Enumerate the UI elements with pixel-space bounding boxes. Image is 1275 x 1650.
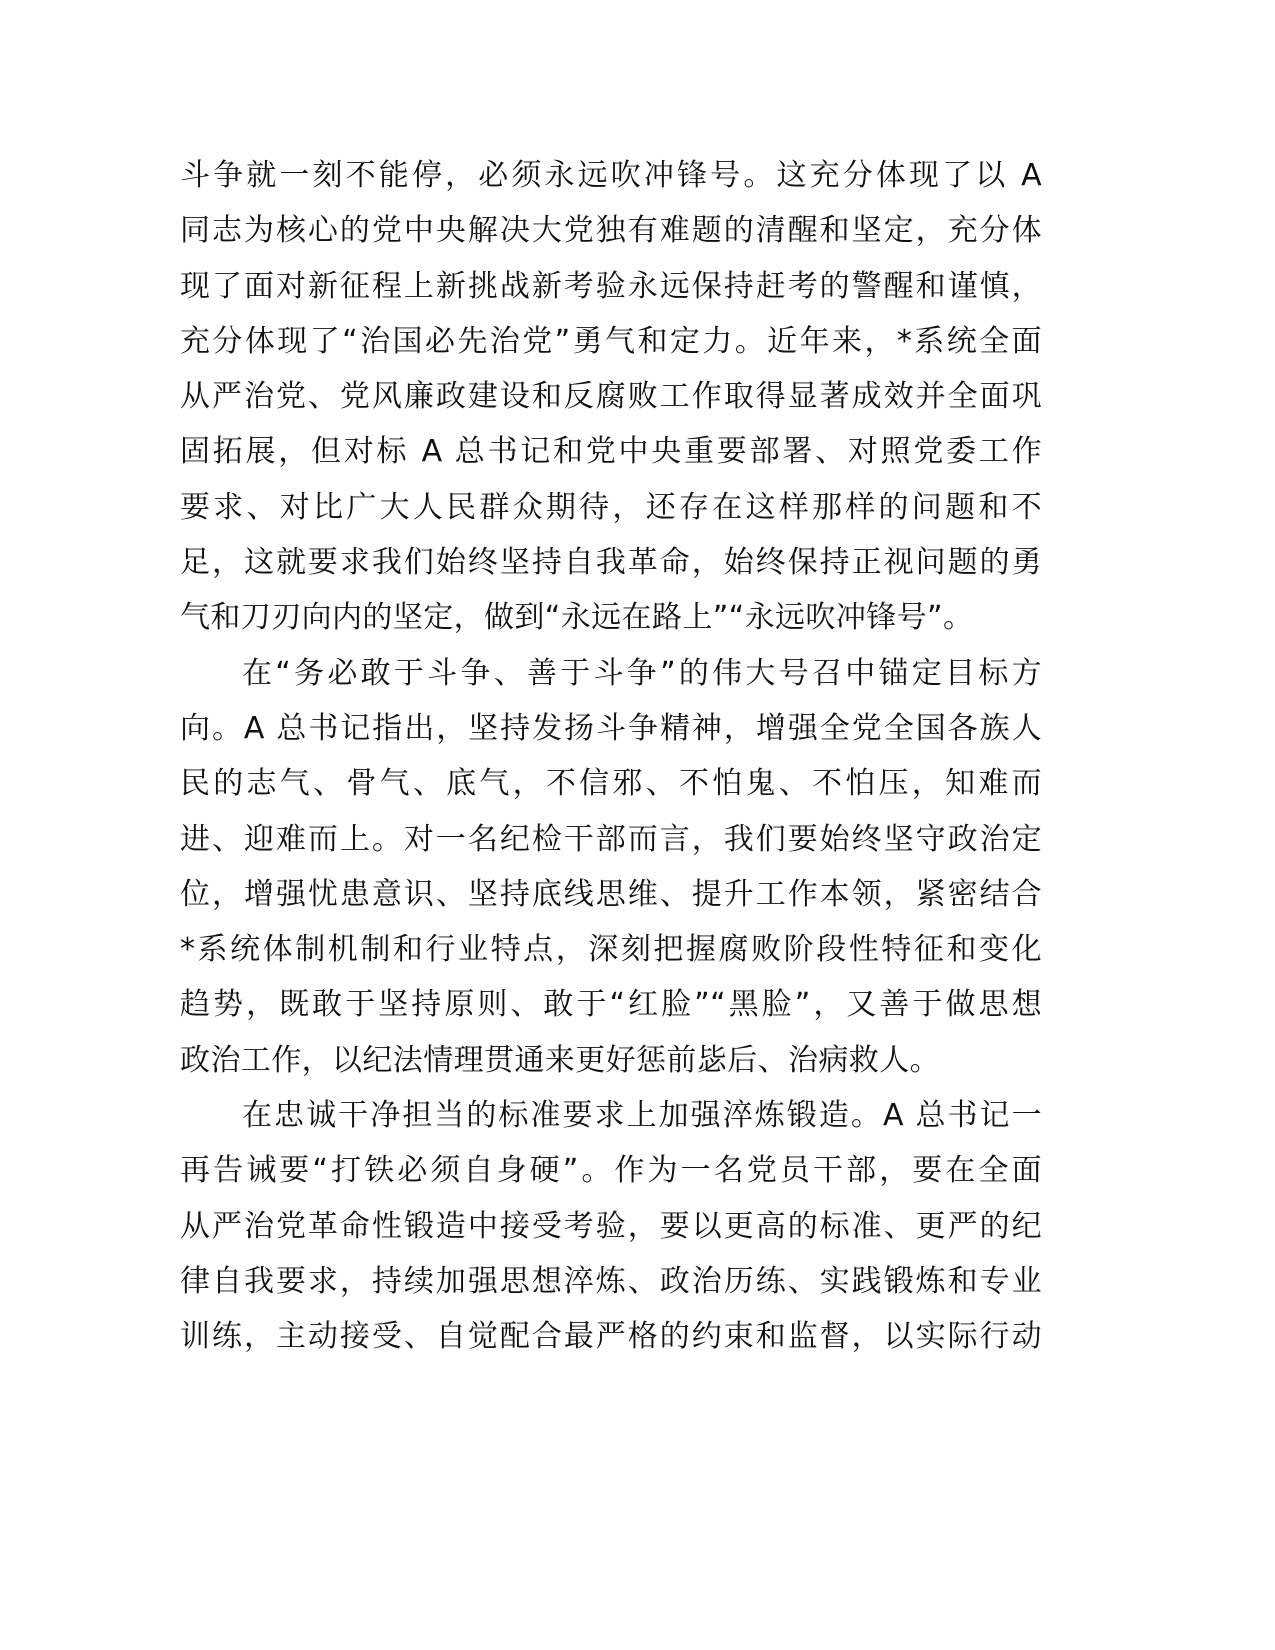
text-line: 斗争就一刻不能停，必须永远吹冲锋号。这充分体现了以 A	[180, 158, 1042, 193]
text-line: 充分体现了“治国必先治党”勇气和定力。近年来，*系统全面	[180, 323, 1042, 359]
text-line: *系统体制机制和行业特点，深刻把握腐败阶段性特征和变化	[180, 932, 1042, 968]
text-line: 足，这就要求我们始终坚持自我革命，始终保持正视问题的勇	[180, 545, 1042, 581]
text-line: 训练，主动接受、自觉配合最严格的约束和监督，以实际行动	[180, 1319, 1042, 1355]
text-line: 气和刀刃向内的坚定，做到“永远在路上”“永远吹冲锋号”。	[180, 600, 974, 636]
text-line: 律自我要求，持续加强思想淬炼、政治历练、实践锻炼和专业	[180, 1263, 1042, 1299]
text-line: 从严治党革命性锻造中接受考验，要以更高的标准、更严的纪	[180, 1208, 1042, 1244]
text-line: 再告诫要“打铁必须自身硬”。作为一名党员干部，要在全面	[180, 1153, 1042, 1189]
text-line: 从严治党、党风廉政建设和反腐败工作取得显著成效并全面巩	[180, 379, 1042, 415]
text-line: 在“务必敢于斗争、善于斗争”的伟大号召中锚定目标方	[242, 655, 1042, 691]
text-line: 在忠诚干净担当的标准要求上加强淬炼锻造。A 总书记一	[242, 1098, 1042, 1134]
text-line: 民的志气、骨气、底气，不信邪、不怕鬼、不怕压，知难而	[180, 766, 1042, 802]
text-line: 同志为核心的党中央解决大党独有难题的清醒和坚定，充分体	[180, 213, 1042, 249]
document-body	[180, 148, 1042, 1365]
text-line: 位，增强忧患意识、坚持底线思维、提升工作本领，紧密结合	[180, 876, 1042, 912]
text-line: 现了面对新征程上新挑战新考验永远保持赶考的警醒和谨慎，	[180, 268, 1042, 304]
text-line: 要求、对比广大人民群众期待，还存在这样那样的问题和不	[180, 489, 1042, 525]
text-line: 向。A 总书记指出，坚持发扬斗争精神，增强全党全国各族人	[180, 710, 1042, 746]
paragraph-3	[180, 1088, 1042, 1364]
text-line: 固拓展，但对标 A 总书记和党中央重要部署、对照党委工作	[180, 434, 1042, 470]
text-line: 政治工作，以纪法情理贯通来更好惩前毖后、治病救人。	[180, 1042, 940, 1078]
text-line: 趋势，既敢于坚持原则、敢于“红脸”“黑脸”，又善于做思想	[180, 987, 1042, 1023]
paragraph-2	[180, 646, 1042, 1088]
paragraph-1	[180, 148, 1042, 646]
text-line: 进、迎难而上。对一名纪检干部而言，我们要始终坚守政治定	[180, 821, 1042, 857]
